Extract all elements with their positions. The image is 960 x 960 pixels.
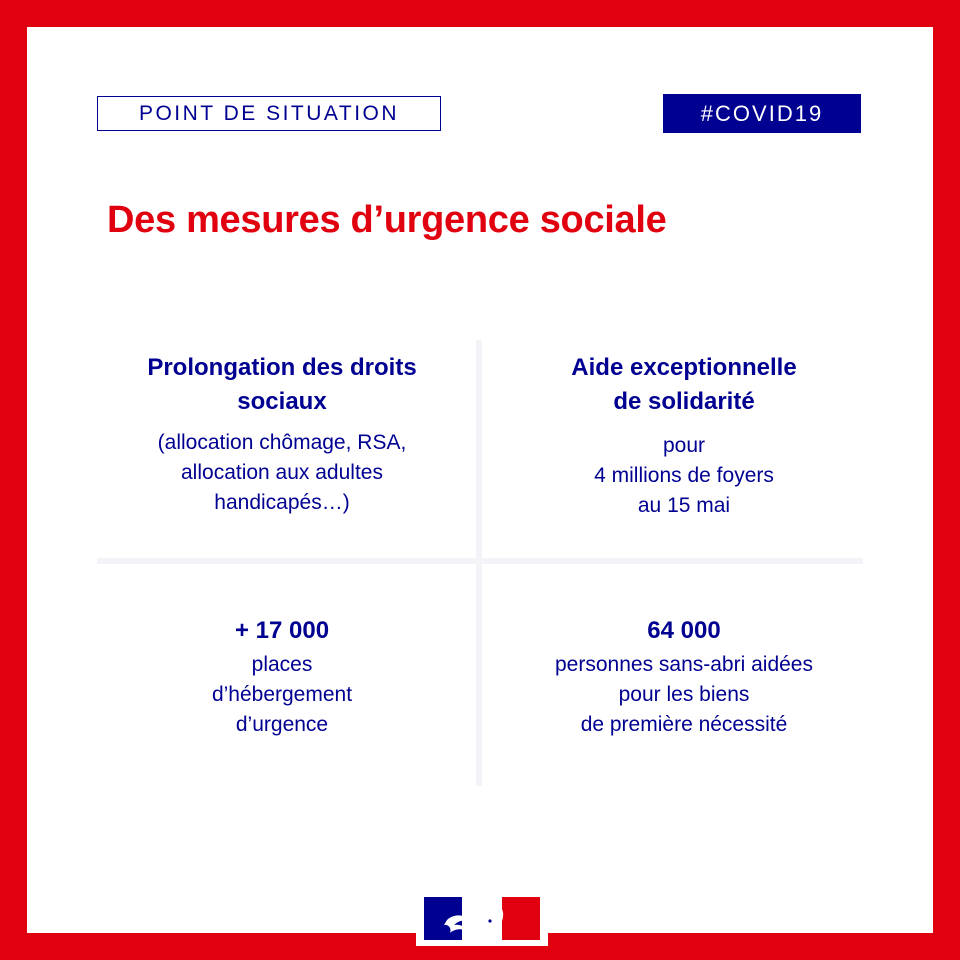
covid19-hashtag-badge: #COVID19 [663, 94, 861, 133]
cell-title: Aide exceptionnelle de solidarité [571, 354, 797, 415]
cell-title: Prolongation des droits sociaux [147, 354, 417, 415]
point-de-situation-tag: POINT DE SITUATION [97, 96, 441, 131]
cell-description: personnes sans-abri aidées pour les biens de première nécessité [555, 653, 813, 736]
cell-figure: 64 000 [647, 617, 721, 644]
headline: Des mesures d’urgence sociale [107, 199, 667, 241]
cell-description: (allocation chômage, RSA, allocation aux adultes handicapés…) [157, 431, 407, 514]
cell-figure: + 17 000 [234, 617, 330, 644]
info-cell-droits-sociaux [102, 351, 462, 518]
cell-description: places d’hébergement d’urgence [211, 653, 353, 736]
info-cell-aide-solidarite [504, 351, 864, 521]
content-card [27, 27, 933, 933]
cell-description: pour 4 millions de foyers au 15 mai [594, 434, 774, 517]
marianne-flag-icon [424, 897, 540, 940]
info-cell-sans-abri [504, 614, 864, 740]
info-cell-hebergement [102, 614, 462, 740]
horizontal-divider [97, 558, 863, 564]
marianne-flag-logo [416, 891, 548, 946]
